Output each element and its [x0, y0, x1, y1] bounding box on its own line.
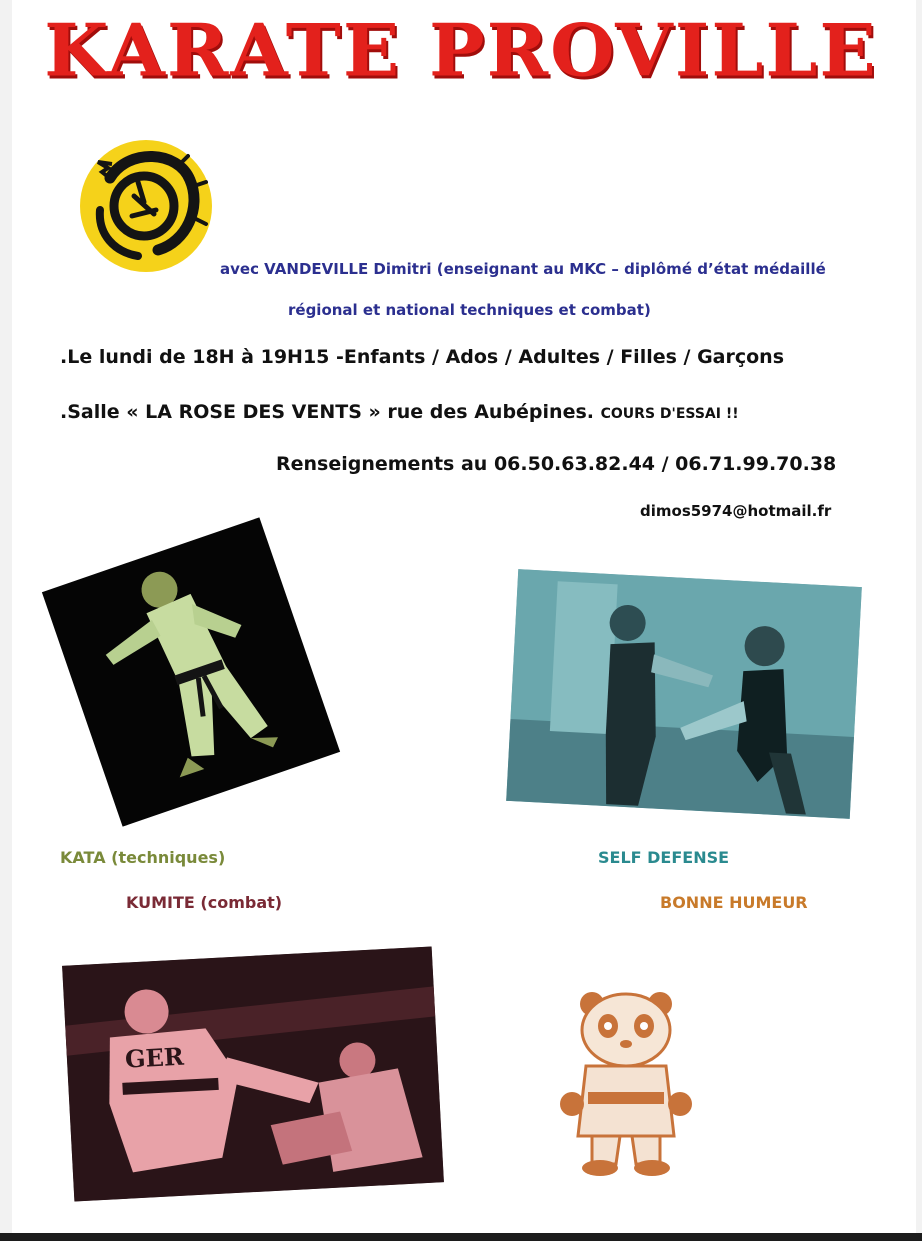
bottom-bar: [0, 1233, 922, 1241]
self-defense-image: [506, 569, 862, 819]
panda-karate-icon: [558, 986, 694, 1180]
contact-line: Renseignements au 06.50.63.82.44 / 06.71.99.70.38: [276, 453, 837, 475]
instructor-line-2: régional et national techniques et combat): [288, 301, 651, 319]
instructor-line: avec VANDEVILLE Dimitri (enseignant au MKC – diplômé d’état médaillé: [220, 260, 826, 278]
self-defense-caption: SELF DEFENSE: [598, 848, 730, 867]
venue-line: [60, 401, 739, 423]
kumite-caption: KUMITE (combat): [126, 893, 283, 912]
bonne-humeur-caption: BONNE HUMEUR: [660, 893, 808, 912]
venue-text: .Salle « LA ROSE DES VENTS » rue des Aubépines.: [60, 401, 594, 423]
trial-course-text: COURS D'ESSAI !!: [600, 406, 739, 422]
kumite-back-label: GER: [124, 1041, 185, 1074]
flyer-title: KARATE PROVILLE: [44, 8, 878, 94]
dragon-logo-icon: [78, 138, 214, 274]
kata-caption: KATA (techniques): [60, 848, 226, 867]
email-link[interactable]: dimos5974@hotmail.fr: [640, 502, 832, 520]
kumite-image: [62, 946, 444, 1201]
schedule-line: .Le lundi de 18H à 19H15 -Enfants / Ados / Adultes / Filles / Garçons: [60, 346, 785, 368]
